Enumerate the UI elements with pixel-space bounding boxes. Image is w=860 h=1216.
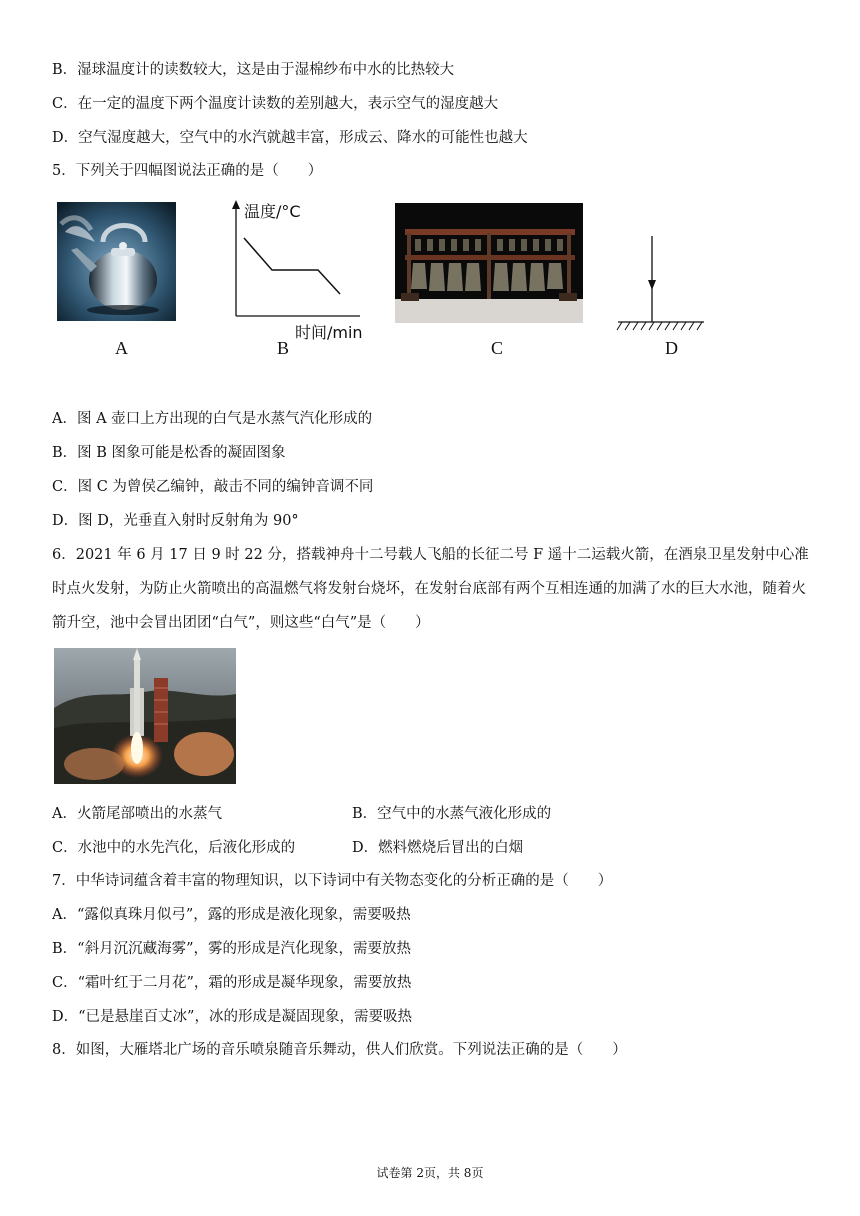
rocket-launch-photo (54, 648, 236, 784)
q4-option-d: D．空气湿度越大，空气中的水汽就越丰富，形成云、降水的可能性也越大 (52, 130, 528, 146)
q6-option-a: A．火箭尾部喷出的水蒸气 (52, 806, 222, 822)
q4-option-b: B．湿球温度计的读数较大，这是由于湿棉纱布中水的比热较大 (52, 62, 455, 78)
q7-option-d: D．“已是悬崖百丈冰”，冰的形成是凝固现象，需要吸热 (52, 1009, 412, 1025)
q6-option-d: D．燃料燃烧后冒出的白烟 (352, 840, 524, 856)
q7-option-a: A．“露似真珠月似弓”，露的形成是液化现象，需要吸热 (52, 907, 411, 923)
q6-stem: 6．2021 年 6 月 17 日 9 时 22 分，搭载神舟十二号载人飞船的长征二号 F 遥十二运载火箭，在酒泉卫星发射中心准时点火发射，为防止火箭喷出的高温燃气将发射台烧坏，在发射台底部有两个互相连通的加满了水的巨大水池，随着火箭升空，池中会冒出团团“白气”，则这些“白气”是（ ） (52, 547, 809, 631)
q5-stem: 5．下列关于四幅图说法正确的是（ ） (52, 163, 323, 179)
figure-label-c: C (491, 338, 504, 358)
page-footer: 试卷第 2页，共 8页 (376, 1166, 484, 1180)
figure-label-d: D (665, 338, 678, 358)
figure-label-a: A (115, 338, 128, 358)
q5-option-d: D．图 D，光垂直入射时反射角为 90° (52, 513, 299, 529)
q7-option-b: B．“斜月沉沉藏海雾”，雾的形成是汽化现象，需要放热 (52, 941, 411, 957)
reflection-ray-diagram (612, 232, 708, 336)
kettle-photo (57, 202, 176, 321)
q8-stem: 8．如图，大雁塔北广场的音乐喷泉随音乐舞动，供人们欣赏。下列说法正确的是（ ） (52, 1042, 627, 1058)
graph-y-axis-label: 温度/°C (244, 202, 301, 221)
q6-option-c: C．水池中的水先汽化，后液化形成的 (52, 840, 296, 856)
q4-option-c: C．在一定的温度下两个温度计读数的差别越大，表示空气的湿度越大 (52, 96, 499, 112)
q7-option-c: C．“霜叶红于二月花”，霜的形成是凝华现象，需要放热 (52, 975, 412, 991)
chime-bells-photo (395, 203, 583, 323)
q7-stem: 7．中华诗词蕴含着丰富的物理知识，以下诗词中有关物态变化的分析正确的是（ ） (52, 873, 613, 889)
graph-x-axis-label: 时间/min (295, 323, 363, 342)
figure-label-b: B (277, 338, 290, 358)
q5-option-a: A．图 A 壶口上方出现的白气是水蒸气汽化形成的 (52, 411, 373, 427)
q5-option-b: B．图 B 图象可能是松香的凝固图象 (52, 445, 286, 461)
q5-option-c: C．图 C 为曾侯乙编钟，敲击不同的编钟音调不同 (52, 479, 374, 495)
q6-option-b: B．空气中的水蒸气液化形成的 (352, 806, 552, 822)
